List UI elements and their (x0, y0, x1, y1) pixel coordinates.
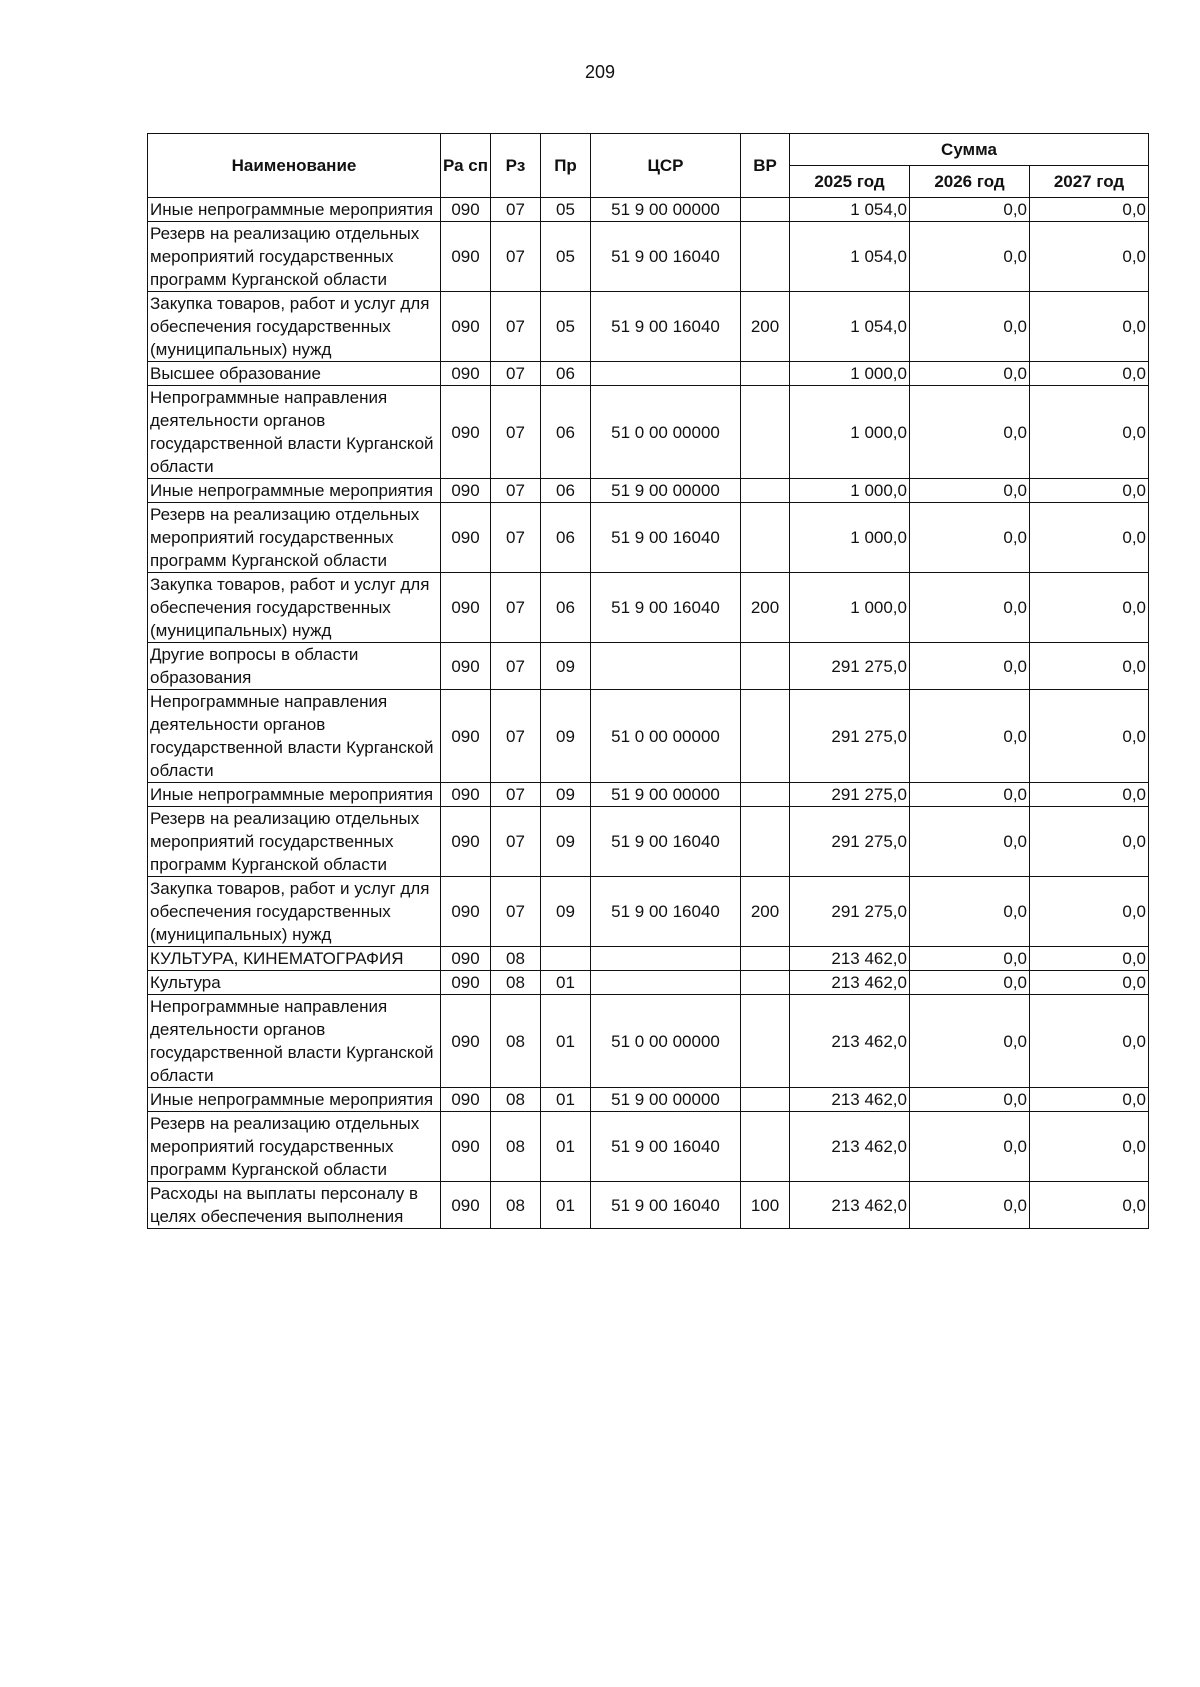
table-row (148, 198, 1149, 222)
cell-csr (591, 643, 741, 690)
cell-vr (741, 995, 790, 1088)
cell-2027: 0,0 (1030, 479, 1149, 503)
cell-rz: 08 (491, 1088, 541, 1112)
cell-2025: 291 275,0 (790, 643, 910, 690)
cell-csr: 51 9 00 16040 (591, 222, 741, 292)
table-row (148, 503, 1149, 573)
cell-rz: 07 (491, 573, 541, 643)
cell-2026: 0,0 (910, 783, 1030, 807)
cell-vr: 100 (741, 1182, 790, 1229)
cell-2027: 0,0 (1030, 971, 1149, 995)
table-row (148, 1088, 1149, 1112)
cell-rasp: 090 (441, 503, 491, 573)
cell-pr: 09 (541, 877, 591, 947)
cell-2026: 0,0 (910, 198, 1030, 222)
cell-name: Непрограммные направления деятельности органов государственной власти Курганской области (148, 690, 441, 783)
cell-2025: 1 054,0 (790, 292, 910, 362)
cell-pr: 05 (541, 198, 591, 222)
cell-2026: 0,0 (910, 503, 1030, 573)
cell-vr: 200 (741, 877, 790, 947)
cell-rasp: 090 (441, 783, 491, 807)
cell-2027: 0,0 (1030, 573, 1149, 643)
cell-2026: 0,0 (910, 362, 1030, 386)
cell-pr: 06 (541, 573, 591, 643)
cell-2025: 1 000,0 (790, 362, 910, 386)
cell-rasp: 090 (441, 1088, 491, 1112)
cell-2026: 0,0 (910, 1088, 1030, 1112)
cell-pr (541, 947, 591, 971)
cell-rasp: 090 (441, 995, 491, 1088)
cell-2027: 0,0 (1030, 362, 1149, 386)
cell-rasp: 090 (441, 971, 491, 995)
cell-csr: 51 9 00 00000 (591, 198, 741, 222)
cell-2026: 0,0 (910, 222, 1030, 292)
cell-2027: 0,0 (1030, 1088, 1149, 1112)
cell-2026: 0,0 (910, 386, 1030, 479)
table-row (148, 1112, 1149, 1182)
cell-csr (591, 947, 741, 971)
cell-pr: 01 (541, 1182, 591, 1229)
cell-rasp: 090 (441, 292, 491, 362)
cell-2027: 0,0 (1030, 947, 1149, 971)
cell-rz: 08 (491, 995, 541, 1088)
cell-pr: 06 (541, 479, 591, 503)
table-row (148, 386, 1149, 479)
header-sum: Сумма (790, 134, 1149, 166)
table-row (148, 947, 1149, 971)
cell-rz: 07 (491, 362, 541, 386)
cell-rz: 07 (491, 386, 541, 479)
table-row (148, 643, 1149, 690)
cell-2027: 0,0 (1030, 643, 1149, 690)
cell-2026: 0,0 (910, 292, 1030, 362)
cell-pr: 05 (541, 222, 591, 292)
header-rz: Рз (491, 134, 541, 198)
cell-vr: 200 (741, 292, 790, 362)
cell-2027: 0,0 (1030, 877, 1149, 947)
header-name: Наименование (148, 134, 441, 198)
cell-2025: 1 000,0 (790, 479, 910, 503)
table-row (148, 573, 1149, 643)
cell-rz: 07 (491, 690, 541, 783)
cell-name: Резерв на реализацию отдельных мероприятий государственных программ Курганской области (148, 1112, 441, 1182)
cell-name: Резерв на реализацию отдельных мероприятий государственных программ Курганской области (148, 807, 441, 877)
table-row (148, 783, 1149, 807)
cell-2025: 291 275,0 (790, 877, 910, 947)
cell-csr: 51 0 00 00000 (591, 386, 741, 479)
cell-2025: 213 462,0 (790, 1112, 910, 1182)
cell-vr (741, 783, 790, 807)
cell-rz: 08 (491, 947, 541, 971)
cell-2025: 1 000,0 (790, 386, 910, 479)
cell-csr: 51 9 00 16040 (591, 877, 741, 947)
cell-pr: 09 (541, 783, 591, 807)
table-row (148, 807, 1149, 877)
table-body (148, 198, 1149, 1229)
cell-csr: 51 0 00 00000 (591, 690, 741, 783)
cell-2025: 1 054,0 (790, 198, 910, 222)
cell-rz: 07 (491, 292, 541, 362)
cell-name: КУЛЬТУРА, КИНЕМАТОГРАФИЯ (148, 947, 441, 971)
cell-name: Другие вопросы в области образования (148, 643, 441, 690)
budget-table (147, 133, 1149, 1229)
cell-vr (741, 643, 790, 690)
cell-rasp: 090 (441, 690, 491, 783)
cell-2026: 0,0 (910, 807, 1030, 877)
cell-2026: 0,0 (910, 573, 1030, 643)
cell-name: Непрограммные направления деятельности органов государственной власти Курганской области (148, 386, 441, 479)
cell-rz: 07 (491, 877, 541, 947)
cell-csr: 51 9 00 16040 (591, 1182, 741, 1229)
header-2026: 2026 год (910, 166, 1030, 198)
cell-csr: 51 9 00 00000 (591, 479, 741, 503)
cell-2027: 0,0 (1030, 503, 1149, 573)
cell-rz: 08 (491, 1112, 541, 1182)
cell-vr: 200 (741, 573, 790, 643)
cell-2025: 213 462,0 (790, 947, 910, 971)
header-csr: ЦСР (591, 134, 741, 198)
cell-csr (591, 362, 741, 386)
cell-rz: 07 (491, 807, 541, 877)
cell-csr: 51 9 00 16040 (591, 1112, 741, 1182)
cell-2025: 1 000,0 (790, 503, 910, 573)
cell-name: Иные непрограммные мероприятия (148, 479, 441, 503)
cell-vr (741, 1088, 790, 1112)
cell-pr: 01 (541, 995, 591, 1088)
table-row (148, 690, 1149, 783)
cell-2025: 1 054,0 (790, 222, 910, 292)
cell-rasp: 090 (441, 1112, 491, 1182)
cell-2027: 0,0 (1030, 222, 1149, 292)
cell-csr: 51 9 00 00000 (591, 1088, 741, 1112)
header-2027: 2027 год (1030, 166, 1149, 198)
cell-vr (741, 947, 790, 971)
cell-pr: 01 (541, 1112, 591, 1182)
cell-2027: 0,0 (1030, 292, 1149, 362)
cell-rasp: 090 (441, 643, 491, 690)
table-row (148, 877, 1149, 947)
cell-pr: 09 (541, 643, 591, 690)
cell-name: Культура (148, 971, 441, 995)
cell-rz: 07 (491, 198, 541, 222)
cell-name: Закупка товаров, работ и услуг для обеспечения государственных (муниципальных) нужд (148, 573, 441, 643)
cell-name: Резерв на реализацию отдельных мероприятий государственных программ Курганской области (148, 222, 441, 292)
cell-rz: 07 (491, 643, 541, 690)
cell-rasp: 090 (441, 198, 491, 222)
cell-name: Непрограммные направления деятельности органов государственной власти Курганской области (148, 995, 441, 1088)
cell-2025: 1 000,0 (790, 573, 910, 643)
cell-2026: 0,0 (910, 1182, 1030, 1229)
table-row (148, 479, 1149, 503)
cell-rasp: 090 (441, 807, 491, 877)
cell-vr (741, 386, 790, 479)
table-row (148, 222, 1149, 292)
cell-rasp: 090 (441, 479, 491, 503)
cell-2025: 291 275,0 (790, 783, 910, 807)
cell-name: Иные непрограммные мероприятия (148, 1088, 441, 1112)
cell-2026: 0,0 (910, 1112, 1030, 1182)
cell-csr: 51 9 00 16040 (591, 573, 741, 643)
header-pr: Пр (541, 134, 591, 198)
cell-name: Иные непрограммные мероприятия (148, 783, 441, 807)
cell-2026: 0,0 (910, 643, 1030, 690)
cell-rasp: 090 (441, 947, 491, 971)
cell-2027: 0,0 (1030, 1112, 1149, 1182)
cell-2026: 0,0 (910, 995, 1030, 1088)
cell-pr: 01 (541, 971, 591, 995)
cell-2026: 0,0 (910, 479, 1030, 503)
cell-2026: 0,0 (910, 877, 1030, 947)
cell-2027: 0,0 (1030, 198, 1149, 222)
cell-name: Иные непрограммные мероприятия (148, 198, 441, 222)
cell-rz: 08 (491, 1182, 541, 1229)
cell-vr (741, 222, 790, 292)
cell-2025: 213 462,0 (790, 1088, 910, 1112)
cell-2025: 213 462,0 (790, 971, 910, 995)
table-row (148, 971, 1149, 995)
cell-name: Закупка товаров, работ и услуг для обеспечения государственных (муниципальных) нужд (148, 877, 441, 947)
table-row (148, 292, 1149, 362)
cell-2026: 0,0 (910, 690, 1030, 783)
cell-csr: 51 0 00 00000 (591, 995, 741, 1088)
cell-2026: 0,0 (910, 947, 1030, 971)
cell-rasp: 090 (441, 362, 491, 386)
cell-vr (741, 479, 790, 503)
cell-vr (741, 971, 790, 995)
cell-pr: 06 (541, 386, 591, 479)
cell-2025: 213 462,0 (790, 995, 910, 1088)
cell-rz: 07 (491, 783, 541, 807)
cell-2027: 0,0 (1030, 386, 1149, 479)
cell-2027: 0,0 (1030, 783, 1149, 807)
cell-2026: 0,0 (910, 971, 1030, 995)
cell-csr: 51 9 00 00000 (591, 783, 741, 807)
cell-2027: 0,0 (1030, 995, 1149, 1088)
cell-name: Расходы на выплаты персоналу в целях обеспечения выполнения (148, 1182, 441, 1229)
cell-vr (741, 198, 790, 222)
cell-2027: 0,0 (1030, 807, 1149, 877)
cell-pr: 05 (541, 292, 591, 362)
table-header (148, 134, 1149, 198)
page-number: 209 (584, 62, 616, 82)
table-row (148, 995, 1149, 1088)
cell-csr: 51 9 00 16040 (591, 503, 741, 573)
cell-vr (741, 807, 790, 877)
header-2025: 2025 год (790, 166, 910, 198)
cell-csr (591, 971, 741, 995)
table-row (148, 362, 1149, 386)
cell-vr (741, 690, 790, 783)
cell-rasp: 090 (441, 877, 491, 947)
header-vr: ВР (741, 134, 790, 198)
cell-2027: 0,0 (1030, 690, 1149, 783)
cell-csr: 51 9 00 16040 (591, 807, 741, 877)
cell-2025: 291 275,0 (790, 807, 910, 877)
cell-name: Закупка товаров, работ и услуг для обеспечения государственных (муниципальных) нужд (148, 292, 441, 362)
cell-rz: 07 (491, 479, 541, 503)
cell-2025: 213 462,0 (790, 1182, 910, 1229)
cell-pr: 06 (541, 503, 591, 573)
cell-vr (741, 362, 790, 386)
cell-2027: 0,0 (1030, 1182, 1149, 1229)
cell-pr: 09 (541, 690, 591, 783)
cell-2025: 291 275,0 (790, 690, 910, 783)
cell-vr (741, 1112, 790, 1182)
cell-pr: 01 (541, 1088, 591, 1112)
cell-name: Резерв на реализацию отдельных мероприятий государственных программ Курганской области (148, 503, 441, 573)
cell-rz: 07 (491, 503, 541, 573)
cell-pr: 06 (541, 362, 591, 386)
cell-rasp: 090 (441, 1182, 491, 1229)
cell-rz: 08 (491, 971, 541, 995)
cell-pr: 09 (541, 807, 591, 877)
table-row (148, 1182, 1149, 1229)
cell-name: Высшее образование (148, 362, 441, 386)
cell-rasp: 090 (441, 386, 491, 479)
cell-rz: 07 (491, 222, 541, 292)
cell-csr: 51 9 00 16040 (591, 292, 741, 362)
header-rasp: Ра сп (441, 134, 491, 198)
cell-rasp: 090 (441, 573, 491, 643)
cell-vr (741, 503, 790, 573)
cell-rasp: 090 (441, 222, 491, 292)
